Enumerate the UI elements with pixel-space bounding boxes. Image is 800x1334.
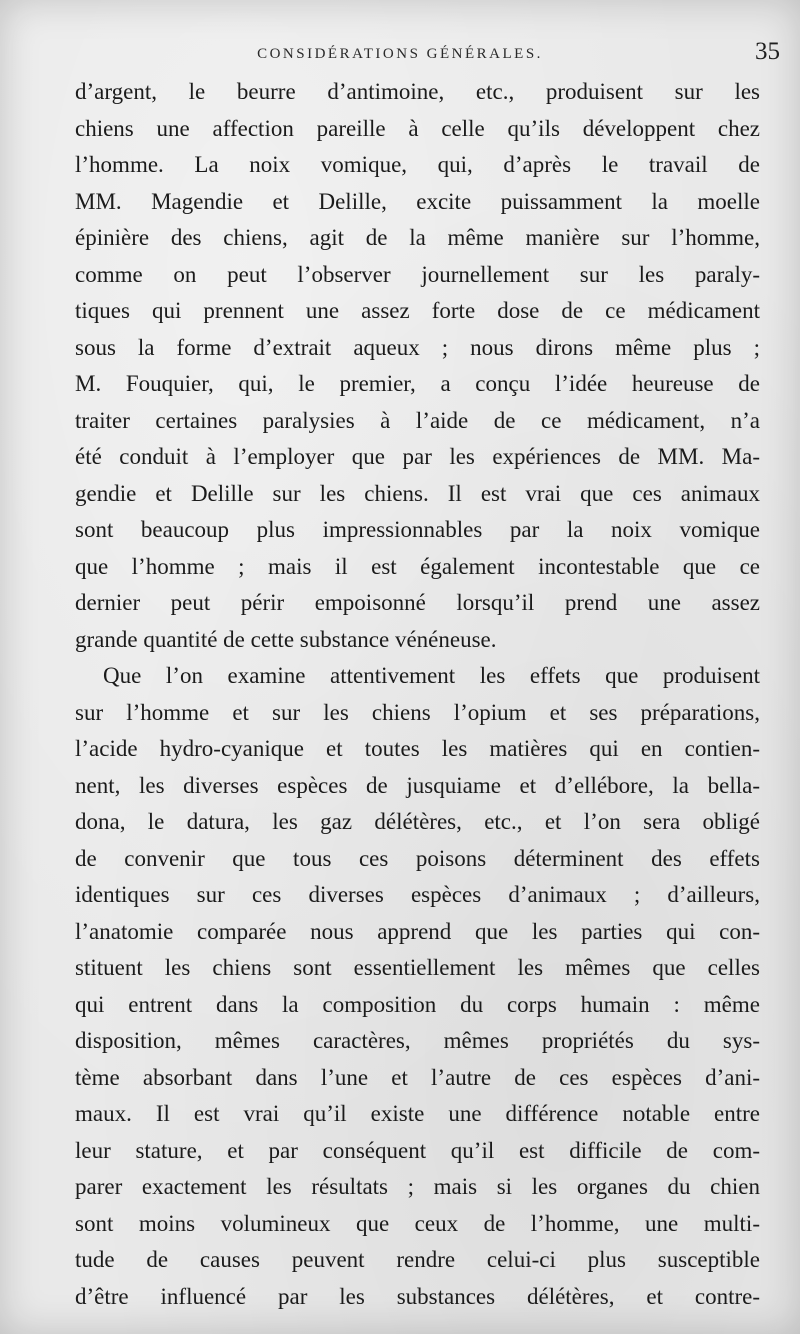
text-line: parer exactement les résultats ; mais si les organes du chien — [75, 1174, 760, 1199]
text-line: sur l’homme et sur les chiens l’opium et ses préparations, — [75, 699, 760, 725]
text-line: dernier peut périr empoisonné lorsqu’il prend une assez — [75, 590, 760, 615]
text-line: tiques qui prennent une assez forte dose de ce médicament — [75, 298, 760, 323]
text-line: tème absorbant dans l’une et l’autre de ces espèces d’ani- — [75, 1064, 760, 1090]
running-head — [0, 38, 800, 68]
text-line: été conduit à l’employer que par les expériences de MM. Ma- — [75, 444, 760, 469]
text-line: traiter certaines paralysies à l’aide de ce médicament, n’a — [75, 407, 760, 433]
text-line: gendie et Delille sur les chiens. Il est vrai que ces animaux — [75, 480, 760, 506]
text-line: d’être influencé par les substances délétères, et contre- — [75, 1283, 760, 1309]
paragraph-first-line: Que l’on examine attentivement les effets que produisent — [103, 663, 760, 688]
text-line: disposition, mêmes caractères, mêmes propriétés du sys- — [75, 1028, 760, 1053]
text-line: l’homme. La noix vomique, qui, d’après le travail de — [75, 152, 760, 177]
text-line: MM. Magendie et Delille, excite puissamment la moelle — [75, 188, 760, 214]
text-line: identiques sur ces diverses espèces d’animaux ; d’ailleurs, — [75, 882, 760, 907]
text-line: sous la forme d’extrait aqueux ; nous dirons même plus ; — [75, 334, 760, 360]
text-line: nent, les diverses espèces de jusquiame et d’ellébore, la bella- — [75, 772, 760, 798]
text-line: d’argent, le beurre d’antimoine, etc., produisent sur les — [75, 79, 760, 104]
text-line: M. Fouquier, qui, le premier, a conçu l’idée heureuse de — [75, 371, 760, 396]
text-line: de convenir que tous ces poisons déterminent des effets — [75, 845, 760, 871]
text-line: sont moins volumineux que ceux de l’homme, une multi- — [75, 1210, 760, 1236]
text-line: l’anatomie comparée nous apprend que les parties qui con- — [75, 918, 760, 944]
paragraph-last-line: grande quantité de cette substance vénéneuse. — [75, 626, 497, 652]
text-line: qui entrent dans la composition du corps humain : même — [75, 991, 760, 1017]
page-number: 35 — [755, 38, 780, 65]
text-line: chiens une affection pareille à celle qu’ils développent chez — [75, 115, 760, 141]
text-line: tude de causes peuvent rendre celui-ci plus susceptible — [75, 1247, 760, 1272]
text-line: maux. Il est vrai qu’il existe une différence notable entre — [75, 1101, 760, 1126]
text-line: épinière des chiens, agit de la même manière sur l’homme, — [75, 225, 760, 250]
text-line: stituent les chiens sont essentiellement les mêmes que celles — [75, 955, 760, 980]
text-line: dona, le datura, les gaz délétères, etc., et l’on sera obligé — [75, 809, 760, 834]
text-line: l’acide hydro-cyanique et toutes les matières qui en contien- — [75, 736, 760, 761]
text-line: sont beaucoup plus impressionnables par la noix vomique — [75, 517, 760, 542]
text-line: que l’homme ; mais il est également incontestable que ce — [75, 553, 760, 579]
body-text — [75, 74, 760, 1315]
text-line: comme on peut l’observer journellement sur les paraly- — [75, 261, 760, 287]
text-line: leur stature, et par conséquent qu’il est difficile de com- — [75, 1137, 760, 1163]
running-title: CONSIDÉRATIONS GÉNÉRALES. — [257, 46, 543, 62]
